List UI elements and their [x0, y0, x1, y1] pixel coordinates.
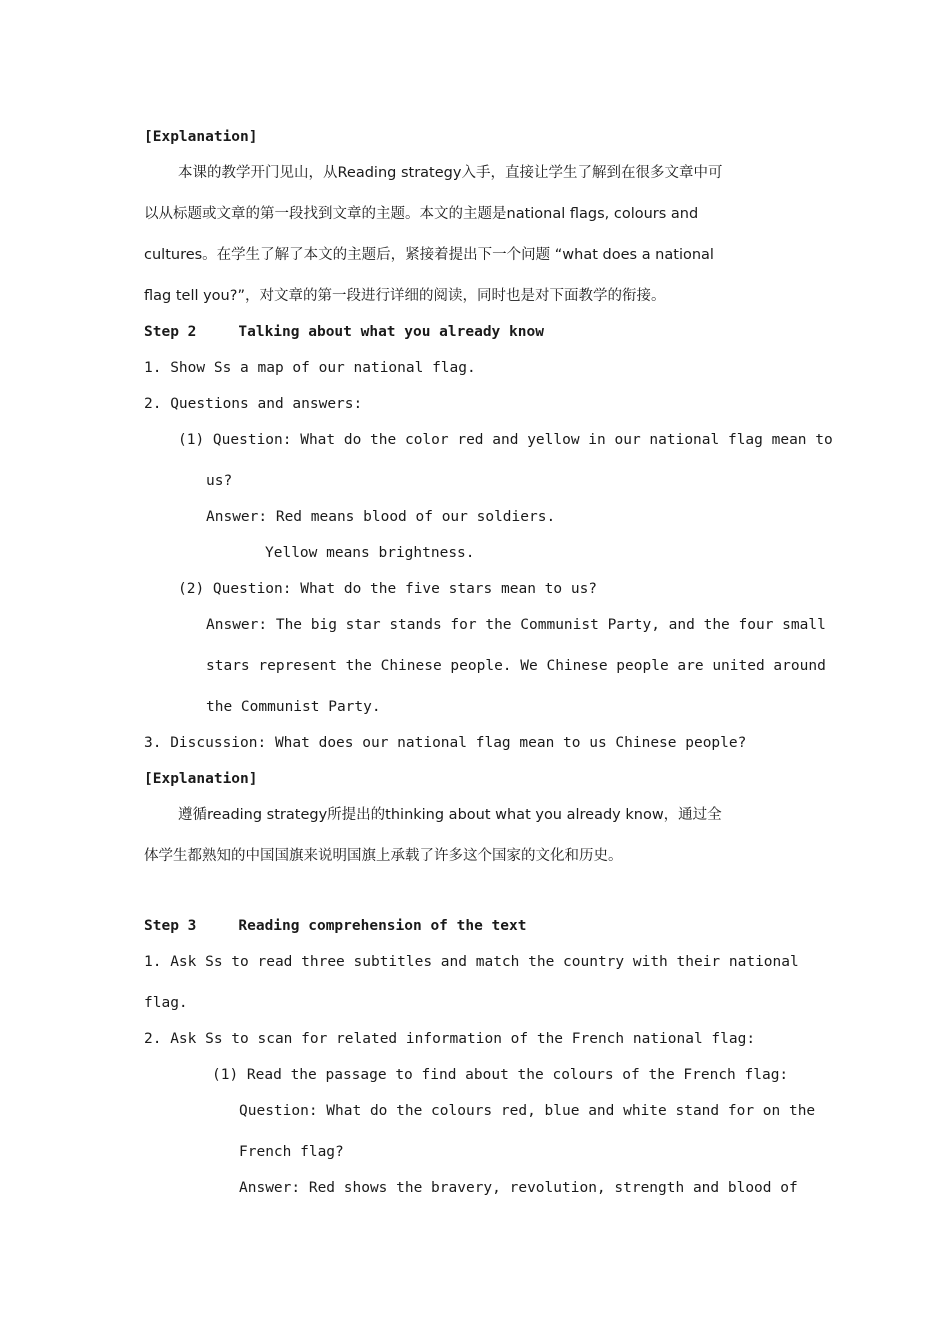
explanation-1-line-3: cultures。在学生了解了本文的主题后，紧接着提出下一个问题 “what does a national [144, 247, 714, 263]
step-3-item-1-line-2: flag. [144, 995, 188, 1011]
question-1-line-2: us? [206, 473, 233, 489]
step-3-label: Step 3 [144, 918, 197, 934]
step-2-item-1: 1. Show Ss a map of our national flag. [144, 360, 476, 376]
step-3-item-2: 2. Ask Ss to scan for related information of the French national flag: [144, 1031, 756, 1047]
step-2-item-2: 2. Questions and answers: [144, 396, 363, 412]
step-2-item-3: 3. Discussion: What does our national flag mean to us Chinese people? [144, 735, 747, 751]
step-3-title: Reading comprehension of the text [238, 918, 527, 934]
explanation-1-line-4: flag tell you?”，对文章的第一段进行详细的阅读，同时也是对下面教学的衔接。 [144, 288, 666, 304]
question-1-line-1: (1) Question: What do the color red and yellow in our national flag mean to [178, 432, 833, 448]
french-answer-line-1: Answer: Red shows the bravery, revolution, strength and blood of [239, 1180, 798, 1196]
answer-1-line-2: Yellow means brightness. [265, 545, 475, 561]
french-question-line-1: Question: What do the colours red, blue and white stand for on the [239, 1103, 816, 1119]
step-3-sub-1: (1) Read the passage to find about the colours of the French flag: [212, 1067, 789, 1083]
explanation-1-line-2: 以从标题或文章的第一段找到文章的主题。本文的主题是national flags, colours and [144, 206, 699, 222]
step-3-item-1-line-1: 1. Ask Ss to read three subtitles and match the country with their national [144, 954, 799, 970]
step-2-heading [144, 322, 544, 342]
answer-2-line-3: the Communist Party. [206, 699, 381, 715]
step-3-heading [144, 916, 526, 936]
french-question-line-2: French flag? [239, 1144, 344, 1160]
explanation-2-line-2: 体学生都熟知的中国国旗来说明国旗上承载了许多这个国家的文化和历史。 [144, 848, 623, 864]
answer-1-line-1: Answer: Red means blood of our soldiers. [206, 509, 556, 525]
explanation-heading-1: [Explanation] [144, 129, 258, 145]
answer-2-line-2: stars represent the Chinese people. We Chinese people are united around [206, 658, 826, 674]
step-2-label: Step 2 [144, 324, 197, 340]
step-2-title: Talking about what you already know [238, 324, 544, 340]
explanation-1-line-1: 本课的教学开门见山，从Reading strategy入手，直接让学生了解到在很多文章中可 [178, 165, 723, 181]
explanation-2-line-1: 遵循reading strategy所提出的thinking about what you already know，通过全 [178, 807, 722, 823]
answer-2-line-1: Answer: The big star stands for the Communist Party, and the four small [206, 617, 826, 633]
explanation-heading-2: [Explanation] [144, 771, 258, 787]
question-2: (2) Question: What do the five stars mean to us? [178, 581, 598, 597]
